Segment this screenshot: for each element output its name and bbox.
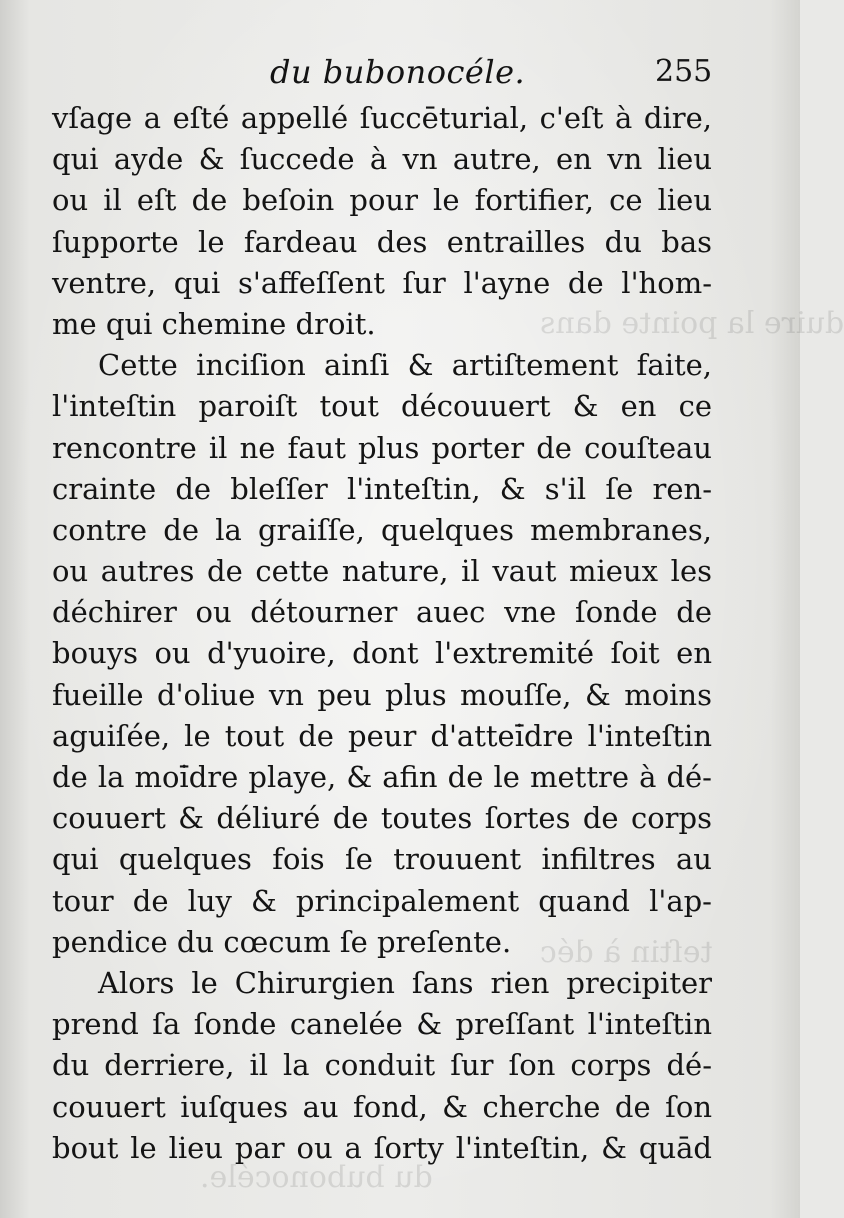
text-line: prend ſa ſonde canelée & preſſant l'inteſtin — [52, 1007, 712, 1042]
text-line: couuert & déliuré de toutes ſortes de corps — [52, 801, 712, 836]
text-line: ſupporte le fardeau des entrailles du bas — [52, 224, 712, 259]
text-line: couuert iuſques au fond, & cherche de ſon — [52, 1089, 712, 1124]
bleed-through-ink: du bubonocéle. — [200, 1160, 433, 1195]
page-number: 255 — [655, 54, 713, 89]
running-title: du bubonocéle. — [270, 53, 526, 91]
text-line: bout le lieu par ou a ſorty l'inteſtin, & quād — [52, 1130, 712, 1165]
text-line: ventre, qui s'affeſſent ſur l'ayne de l'hom- — [52, 265, 712, 300]
paragraph-start-line: Cette inciſion ainſi & artiſtement faite, — [98, 348, 712, 383]
text-line: du derriere, il la conduit ſur ſon corps dé- — [52, 1048, 712, 1083]
text-line: déchirer ou détourner auec vne ſonde de — [52, 595, 712, 630]
bleed-through-ink: duire la pointe dans — [540, 306, 844, 341]
text-line: aguiſée, le tout de peur d'attei̇̄dre l'inteſtin — [52, 718, 712, 753]
text-line: crainte de bleſſer l'inteſtin, & s'il ſe ren- — [52, 471, 712, 506]
text-line: qui ayde & ſuccede à vn autre, en vn lieu — [52, 142, 712, 177]
text-line: ou autres de cette nature, il vaut mieux les — [52, 554, 712, 589]
running-head — [0, 52, 800, 92]
text-line: l'inteſtin paroiſt tout découuert & en ce — [52, 389, 712, 424]
paragraph-start-line: Alors le Chirurgien ſans rien precipiter — [98, 965, 712, 1000]
text-line: pendice du cœcum ſe preſente. — [52, 924, 512, 959]
text-line: tour de luy & principalement quand l'ap- — [52, 883, 712, 918]
text-line: me qui chemine droit. — [52, 306, 376, 341]
text-line: ou il eſt de beſoin pour le fortifier, ce lieu — [52, 183, 712, 218]
text-line: rencontre il ne faut plus porter de couſteau — [52, 430, 712, 465]
bleed-through-ink: teſtin à déc — [540, 935, 713, 970]
text-line: fueille d'oliue vn peu plus mouſſe, & moins — [52, 677, 712, 712]
text-line: bouys ou d'yuoire, dont l'extremité ſoit en — [52, 636, 712, 671]
body-text — [52, 98, 712, 1169]
text-line: contre de la graiſſe, quelques membranes, — [52, 512, 712, 547]
text-line: de la moi̇̄dre playe, & afin de le mettre à dé- — [52, 760, 712, 794]
text-line: vſage a eſté appellé ſuccēturial, c'eſt à dire, — [52, 101, 712, 135]
text-line: qui quelques fois ſe trouuent infiltres au — [52, 842, 712, 877]
